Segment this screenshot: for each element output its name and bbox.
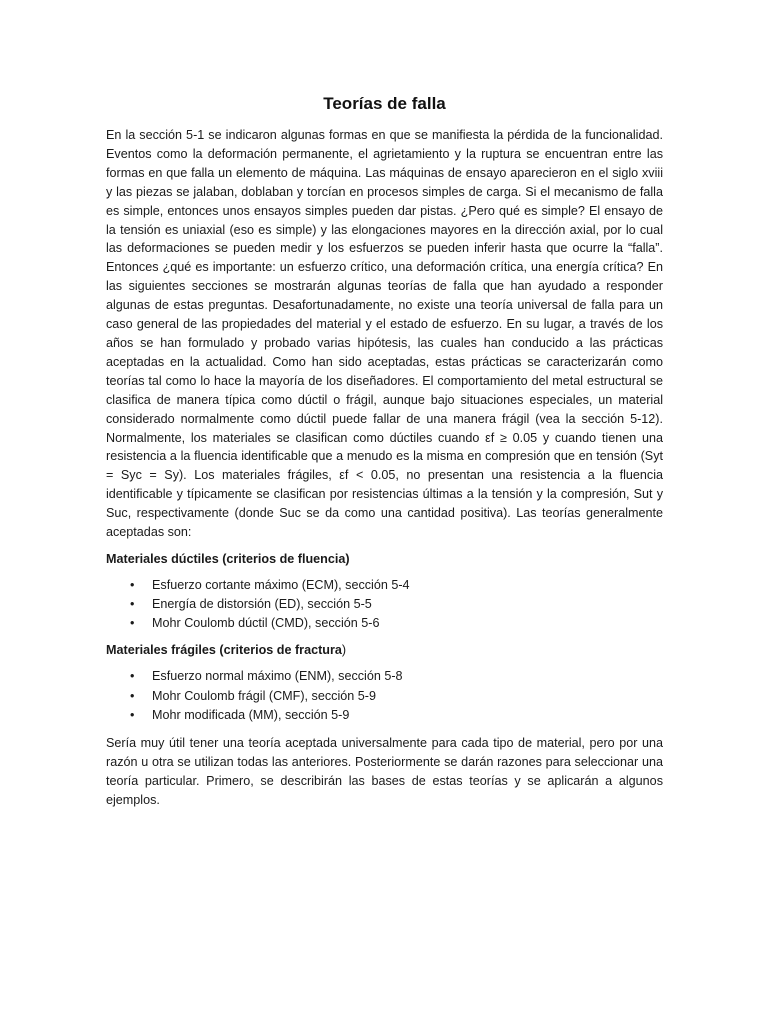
intro-paragraph: En la sección 5-1 se indicaron algunas formas en que se manifiesta la pérdida de la funcionalidad. Eventos como la deformación permanente, el agrietamiento y la ruptura se encuentran entre las formas en que falla un elemento de máquina. Las máquinas de ensayo aparecieron en el siglo xviii y las piezas se jalaban, doblaban y torcían en procesos simples de carga. Si el mecanismo de falla es simple, entonces unos ensayos simples pueden dar pistas. ¿Pero qué es simple? El ensayo de la tensión es uniaxial (eso es simple) y las elongaciones mayores en la dirección axial, por lo cual las deformaciones se pueden medir y los esfuerzos se pueden inferir hasta que ocurre la “falla”. Entonces ¿qué es importante: un esfuerzo crítico, una deformación crítica, una energía crítica? En las siguientes secciones se mostrarán algunas teorías de falla que han ayudado a responder algunas de estas preguntas. Desafortunadamente, no existe una teoría universal de falla para un caso general de las propiedades del material y el estado de esfuerzo. En su lugar, a través de los años se han formulado y probado varias hipótesis, las cuales han conducido a las prácticas aceptadas en la actualidad. Como han sido aceptadas, estas prácticas se caracterizarán como teorías tal como lo hace la mayoría de los diseñadores. El comportamiento del metal estructural se clasifica de manera típica como dúctil o frágil, aunque bajo situaciones especiales, un material considerado normalmente como dúctil puede fallar de una manera frágil (vea la sección 5-12). Normalmente, los materiales se clasifican como dúctiles cuando εf ≥ 0.05 y cuando tienen una resistencia a la fluencia identificable que a menudo es la misma en compresión que en tensión (Syt = Syc = Sy). Los materiales frágiles, εf < 0.05, no presentan una resistencia a la fluencia identificable y típicamente se clasifican por resistencias últimas a la tensión y la compresión, Sut y Suc, respectivamente (donde Suc se da como una cantidad positiva). Las teorías generalmente aceptadas son:: [106, 128, 663, 540]
list-item-text: Mohr Coulomb dúctil (CMD), sección 5-6: [152, 616, 380, 631]
ductile-criteria-list: [106, 576, 663, 634]
page-title: Teorías de falla: [323, 94, 446, 113]
list-item: [106, 667, 663, 686]
list-item: [106, 614, 663, 633]
bullet-icon: •: [130, 616, 135, 631]
bullet-icon: •: [130, 597, 135, 612]
brittle-heading-tail: ): [341, 643, 347, 658]
list-item-text: Energía de distorsión (ED), sección 5-5: [152, 597, 372, 612]
list-item: [106, 706, 663, 725]
list-item: [106, 576, 663, 595]
bullet-icon: •: [130, 688, 135, 703]
brittle-heading-text: Materiales frágiles (criterios de fractura: [106, 643, 342, 658]
bullet-icon: •: [130, 669, 135, 684]
brittle-criteria-list: [106, 667, 663, 725]
list-item-text: Mohr modificada (MM), sección 5-9: [152, 707, 350, 722]
ductile-materials-heading: [106, 550, 663, 569]
closing-paragraph: Sería muy útil tener una teoría aceptada universalmente para cada tipo de material, pero por una razón u otra se utilizan todas las anteriores. Posteriormente se darán razones para seleccionar una teoría particular. Primero, se describirán las bases de estas teorías y se aplicarán a algunos ejemplos.: [106, 735, 663, 807]
list-item-text: Esfuerzo normal máximo (ENM), sección 5-8: [152, 669, 403, 684]
list-item: [106, 687, 663, 706]
list-item-text: Esfuerzo cortante máximo (ECM), sección 5-4: [152, 577, 410, 592]
ductile-heading-text: Materiales dúctiles (criterios de fluencia): [106, 551, 350, 566]
list-item: [106, 595, 663, 614]
list-item-text: Mohr Coulomb frágil (CMF), sección 5-9: [152, 688, 376, 703]
bullet-icon: •: [130, 577, 135, 592]
brittle-materials-heading: [106, 641, 663, 660]
document-page: [106, 92, 663, 810]
bullet-icon: •: [130, 707, 135, 722]
